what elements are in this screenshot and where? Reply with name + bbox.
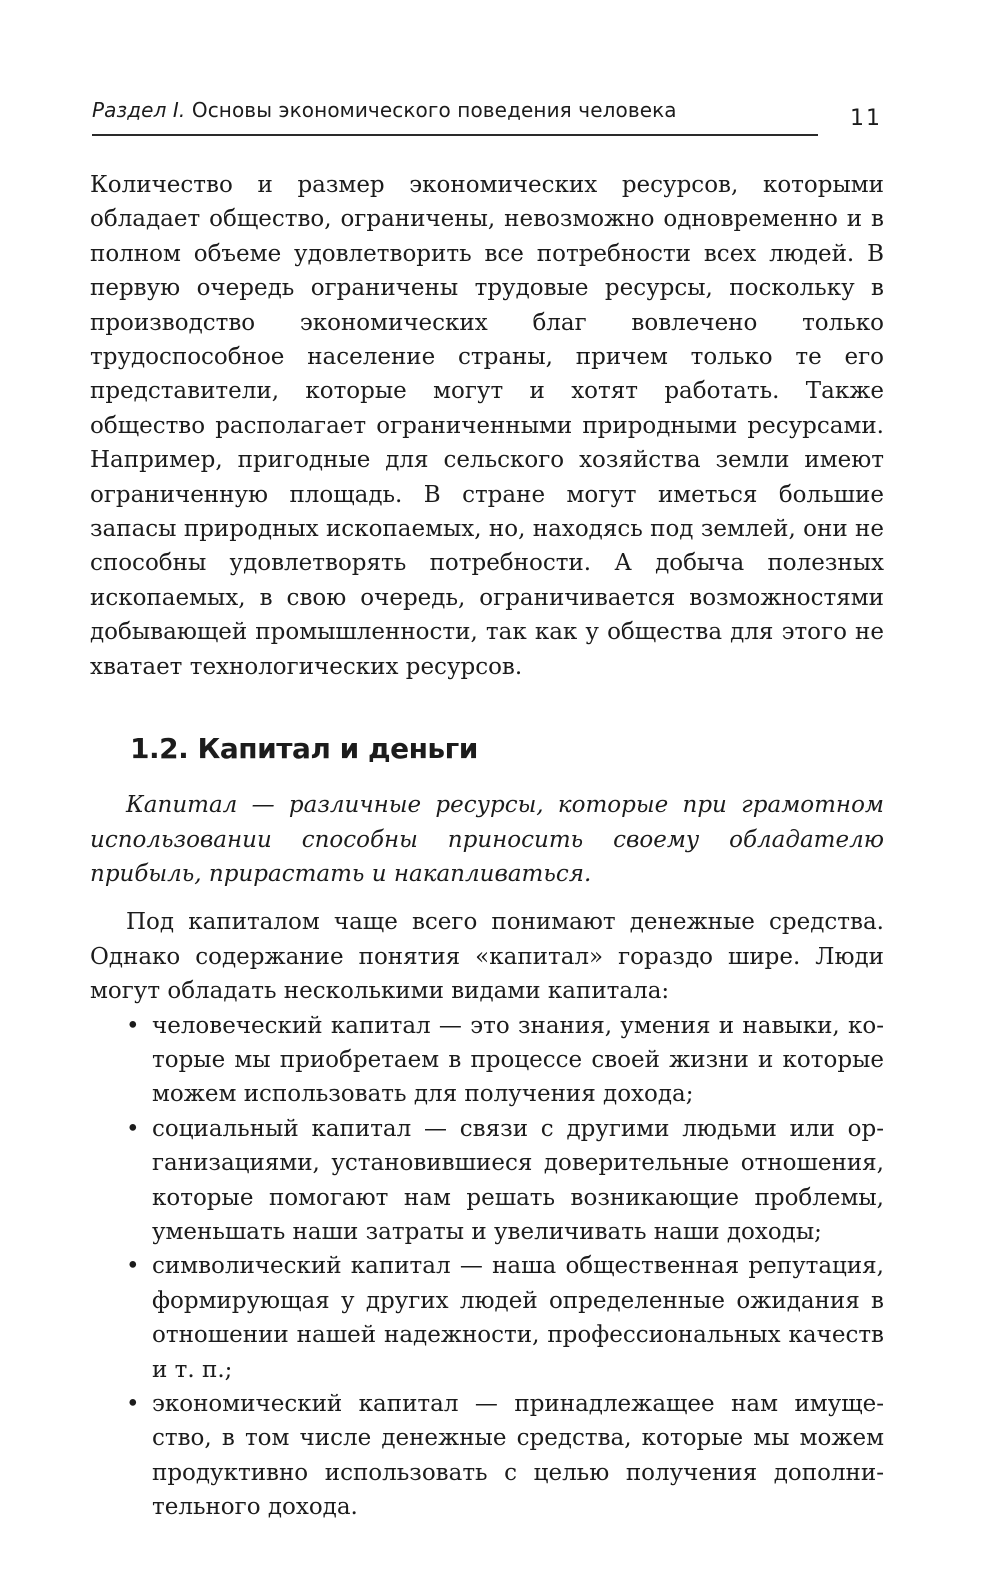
list-item-social-capital bbox=[90, 1112, 884, 1250]
bullet-icon: • bbox=[126, 1115, 140, 1142]
capital-paragraph: Под капиталом чаще всего понимают денежные средства. Однако содержание понятия «капитал» гораздо шире. Люди могут обладать несколькими видами капитала: bbox=[90, 909, 884, 1005]
list-item-text: человеческий капитал — это знания, умения и навыки, которые мы приобретаем в процессе своей жизни и которые можем использовать для получения дохода; bbox=[152, 1012, 884, 1108]
page-body bbox=[90, 168, 884, 1525]
list-item-human-capital bbox=[90, 1009, 884, 1112]
list-item-text: экономический капитал — принадлежащее нам имущество, в том числе денежные средства, которые мы можем продуктивно использовать с целью получения дополнительного дохода. bbox=[152, 1391, 884, 1521]
list-item-text: социальный капитал — связи с другими людьми или организациями, установившиеся доверительные отношения, которые помогают нам решать возникающие проблемы, уменьшать наши затраты и увеличивать наши доходы; bbox=[152, 1115, 884, 1245]
bullet-icon: • bbox=[126, 1391, 140, 1417]
bullet-icon: • bbox=[126, 1253, 140, 1280]
chapter-title: Основы экономического поведения человека bbox=[191, 98, 677, 122]
section-heading: 1.2. Капитал и деньги bbox=[130, 732, 478, 766]
capital-types-list bbox=[90, 1009, 884, 1525]
list-item-text: символический капитал — наша общественная репутация, формирующая у других людей определенные ожидания в отношении нашей надежности, профессиональных качеств и т. п.; bbox=[152, 1253, 884, 1383]
list-item-economic-capital bbox=[90, 1387, 884, 1525]
page-number: 11 bbox=[850, 106, 882, 131]
section-label: Раздел I. bbox=[92, 98, 186, 122]
running-header bbox=[92, 98, 818, 136]
capital-definition: Капитал — различные ресурсы, которые при грамотном использовании способны приносить своему обладателю прибыль, прирастать и накапливаться. bbox=[90, 792, 884, 887]
list-item-symbolic-capital bbox=[90, 1249, 884, 1387]
intro-paragraph: Количество и размер экономических ресурсов, которыми обладает общество, ограничены, невозможно одновременно и в полном объеме удовлетворить все потребности всех людей. В первую очередь ограничены трудовые ресурсы, поскольку в производство экономических благ вовлечено только трудоспособное население страны, причем только те его представители, которые могут и хотят работать. Также общество располагает ограниченными природными ресурсами. Например, пригодные для сельского хозяйства земли имеют ограниченную площадь. В стране могут иметься большие запасы природных ископаемых, но, находясь под землей, они не способны удовлетворять потребности. А добыча полезных ископаемых, в свою очередь, ограничивается возможностями добывающей промышленности, так как у общества для этого не хватает технологических ресурсов. bbox=[90, 172, 884, 680]
bullet-icon: • bbox=[126, 1012, 140, 1039]
